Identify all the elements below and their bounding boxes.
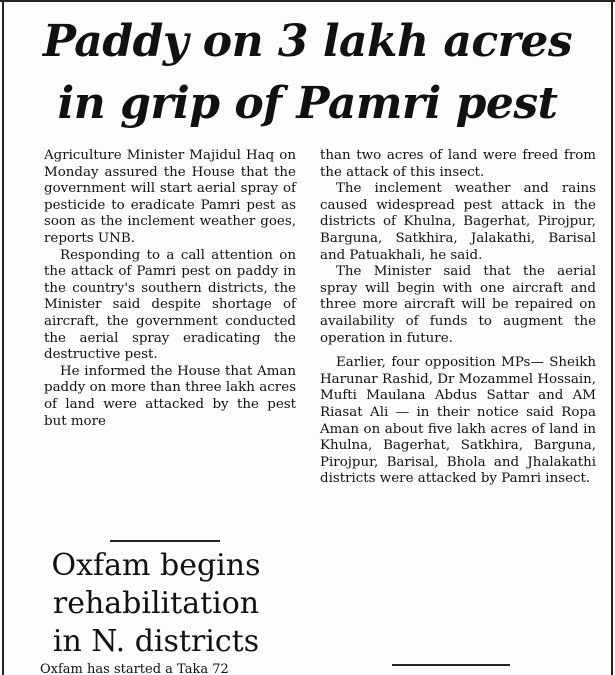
right-column-end-rule — [392, 664, 510, 666]
article-divider-rule — [110, 540, 220, 542]
paragraph: The Minister said that the aerial spray will begin with one aircraft and three more aircraft will be repaired on availability of funds to augment the operation in future. — [320, 264, 596, 346]
second-article-headline-line-3: in N. districts — [52, 624, 260, 659]
paragraph: The inclement weather and rains caused widespread pest attack in the districts of Khulna, Bagerhat, Pirojpur, Barguna, Satkhira, Jalakathi, Barisal and Patuakhali, he said. — [320, 181, 596, 263]
clipping-top-border — [0, 0, 615, 2]
right-column — [320, 148, 596, 488]
paragraph: Agriculture Minister Majidul Haq on Monday assured the House that the government will start aerial spray of pesticide to eradicate Pamri pest as soon as the inclement weather goes, reports UNB. — [44, 148, 296, 246]
paragraph: Responding to a call attention on the attack of Pamri pest on paddy in the country's southern districts, the Minister said despite shortage of aircraft, the government conducted the aerial spray eradicating the destructive pest. — [44, 247, 296, 363]
second-article-headline-line-1: Oxfam begins — [51, 548, 261, 583]
headline-line-2: in grip of Pamri pest — [57, 78, 558, 129]
paragraph: Earlier, four opposition MPs— Sheikh Harunar Rashid, Dr Mozammel Hossain, Mufti Maulana Abdus Sattar and AM Riasat Ali — in their notice said Ropa Aman on about five lakh acres of land in Khulna, Bagerhat, Satkhira, Barguna, Pirojpur, Barisal, Bhola and Jhalakathi districts were attacked by Pamri insect. — [320, 355, 596, 487]
headline-line-1: Paddy on 3 lakh acres — [42, 16, 573, 67]
second-article-headline-line-2: rehabilitation — [52, 586, 260, 621]
second-article-body-start: Oxfam has started a Taka 72 — [40, 662, 229, 675]
paragraph: than two acres of land were freed from the attack of this insect. — [320, 148, 596, 180]
left-column — [44, 148, 296, 430]
paragraph: He informed the House that Aman paddy on more than three lakh acres of land were attacked by the pest but more — [44, 363, 296, 429]
